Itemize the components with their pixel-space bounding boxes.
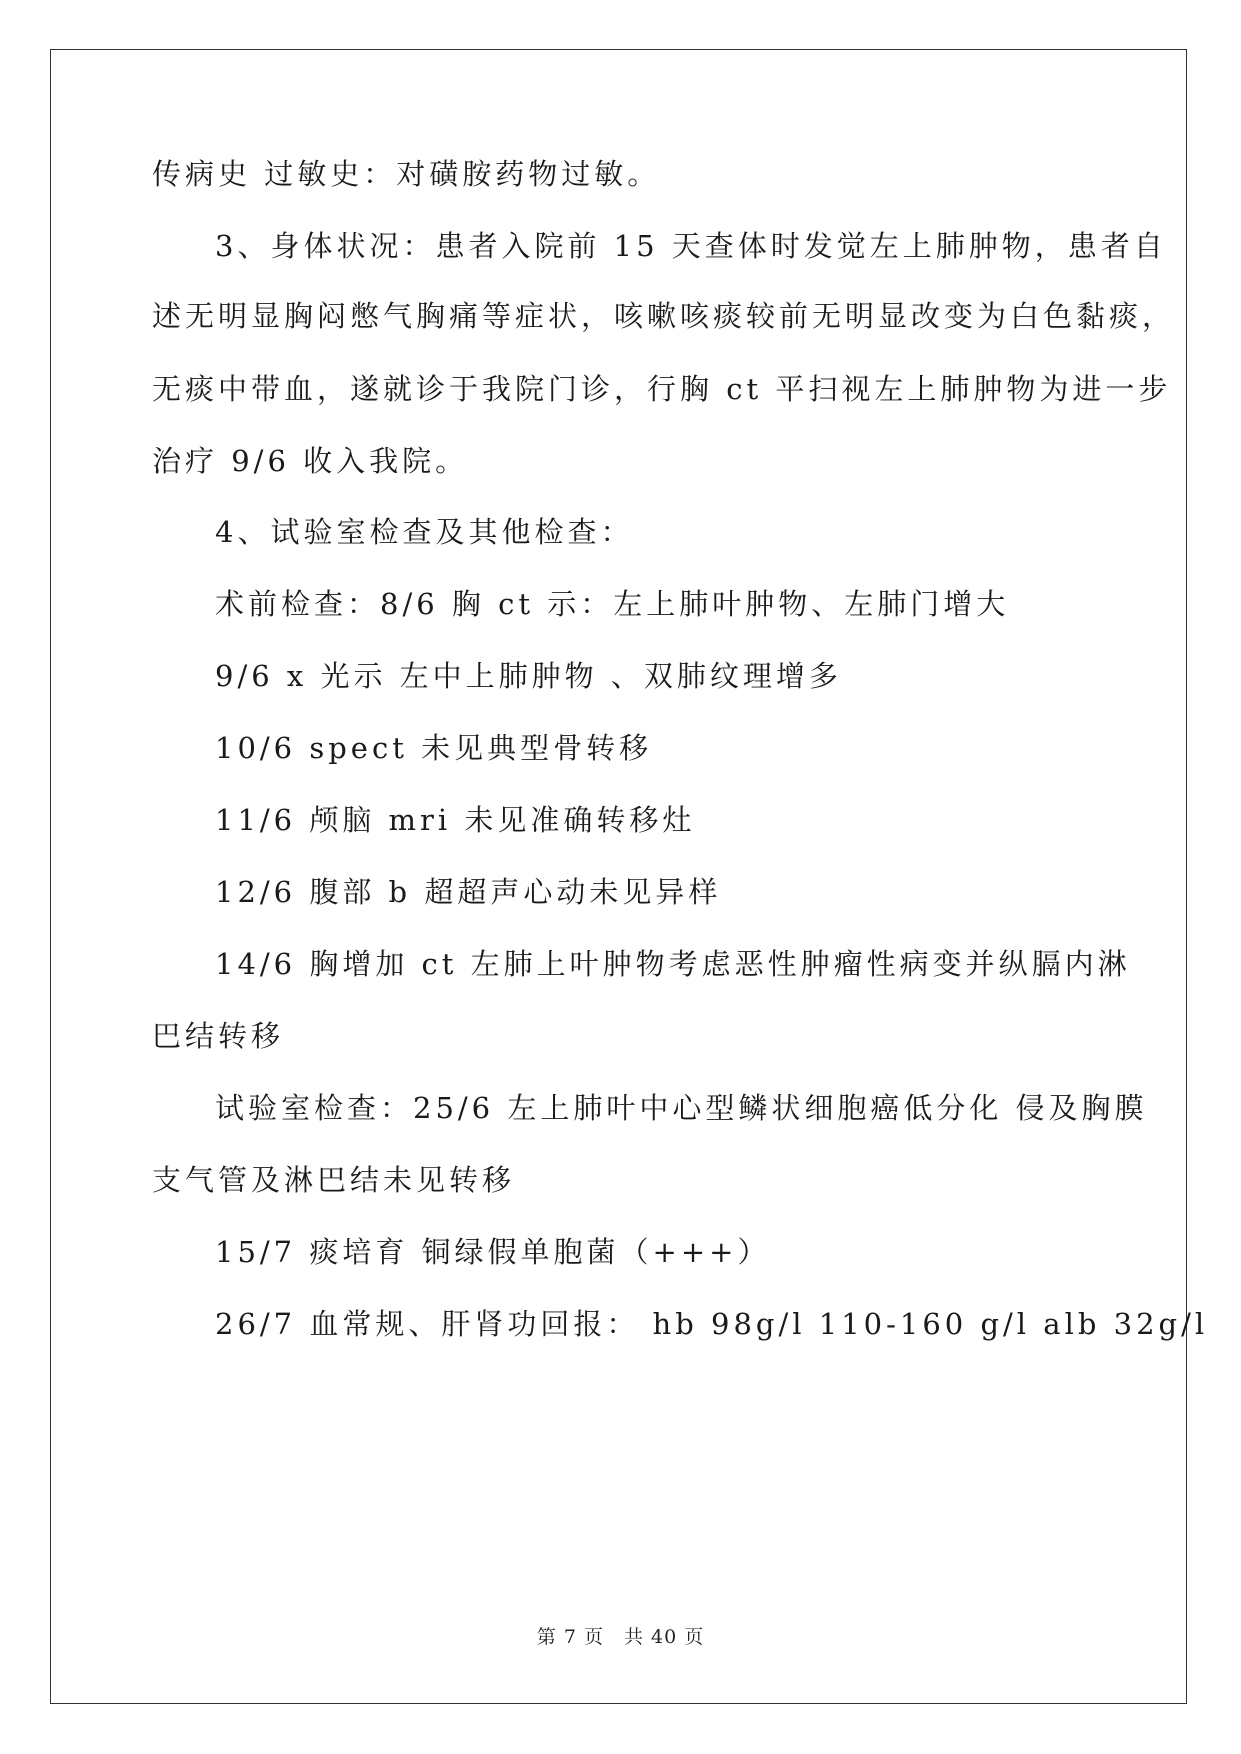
text-line-8: 9/6 x 光示 左中上肺肿物 、双肺纹理增多 (215, 659, 842, 693)
text-line-4: 无痰中带血，遂就诊于我院门诊，行胸 ct 平扫视左上肺肿物为进一步 (152, 372, 1172, 406)
text-line-9: 10/6 spect 未见典型骨转移 (215, 731, 653, 765)
text-line-6: 4、试验室检查及其他检查： (215, 515, 634, 549)
text-line-15: 支气管及淋巴结未见转移 (152, 1163, 516, 1197)
text-line-13: 巴结转移 (152, 1019, 285, 1053)
text-line-7: 术前检查：8/6 胸 ct 示：左上肺叶肿物、左肺门增大 (215, 587, 1010, 621)
text-line-17: 26/7 血常规、肝肾功回报： hb 98g/l 110-160 g/l alb 32g/l (215, 1307, 1209, 1341)
page-total: 共 40 页 (623, 1626, 705, 1648)
text-line-1: 传病史 过敏史：对磺胺药物过敏。 (152, 157, 661, 191)
page-number: 第 7 页 (536, 1626, 604, 1648)
page-footer (0, 1622, 1241, 1649)
text-line-12: 14/6 胸增加 ct 左肺上叶肿物考虑恶性肿瘤性病变并纵膈内淋 (215, 947, 1131, 981)
text-line-11: 12/6 腹部 b 超超声心动未见异样 (215, 875, 722, 909)
text-line-10: 11/6 颅脑 mri 未见准确转移灶 (215, 803, 696, 837)
text-line-5: 治疗 9/6 收入我院。 (152, 444, 469, 478)
text-line-16: 15/7 痰培育 铜绿假单胞菌（+++） (215, 1235, 771, 1269)
text-line-2: 3、身体状况：患者入院前 15 天查体时发觉左上肺肿物，患者自 (215, 229, 1167, 263)
text-line-14: 试验室检查：25/6 左上肺叶中心型鳞状细胞癌低分化 侵及胸膜 (215, 1091, 1148, 1125)
text-line-3: 述无明显胸闷憋气胸痛等症状，咳嗽咳痰较前无明显改变为白色黏痰， (152, 299, 1176, 333)
